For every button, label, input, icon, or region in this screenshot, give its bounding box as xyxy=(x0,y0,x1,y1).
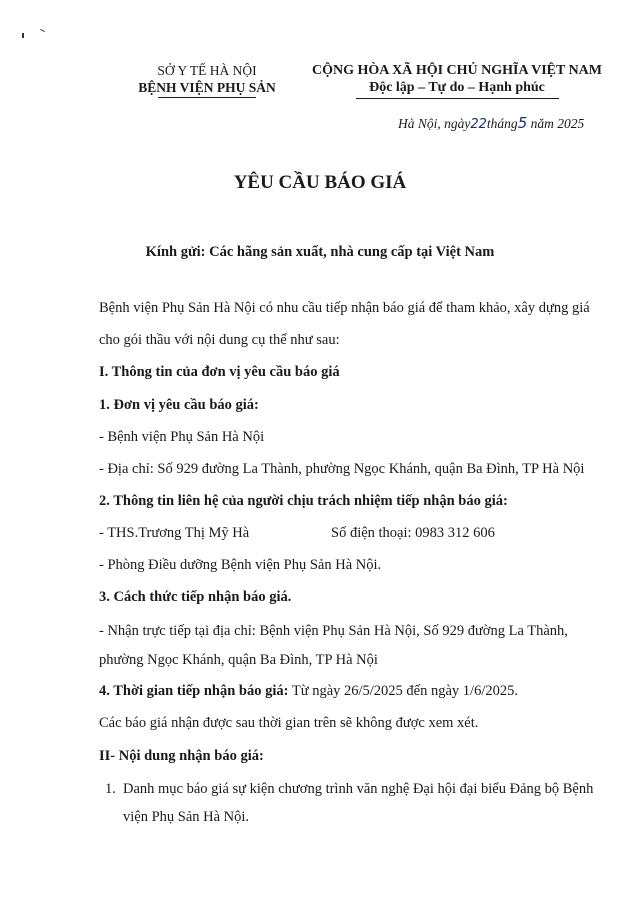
national-motto-block xyxy=(296,62,618,96)
section-1-heading: I. Thông tin của đơn vị yêu cầu báo giá xyxy=(99,364,340,380)
method-line-2: phường Ngọc Khánh, quận Ba Đình, TP Hà Nội xyxy=(99,652,378,668)
date-day-handwritten: 22 xyxy=(470,117,487,132)
date-prefix: Hà Nội, ngày xyxy=(398,116,471,131)
scan-speck xyxy=(40,29,45,32)
national-motto: Độc lập – Tự do – Hạnh phúc xyxy=(369,80,545,95)
agency-block xyxy=(112,62,302,96)
intro-line-2: cho gói thầu với nội dung cụ thể như sau: xyxy=(99,332,340,348)
agency-name: SỞ Y TẾ HÀ NỘI xyxy=(157,63,257,78)
recipient-line: Kính gửi: Các hãng sản xuất, nhà cung cấp tại Việt Nam xyxy=(145,244,495,260)
unit-name: - Bệnh viện Phụ Sản Hà Nội xyxy=(99,429,265,445)
item-1-line-2: viện Phụ Sản Hà Nội. xyxy=(123,809,250,825)
receive-time-value: Từ ngày 26/5/2025 đến ngày 1/6/2025. xyxy=(288,683,518,699)
date-month-handwritten: 5 xyxy=(517,114,528,132)
late-note: Các báo giá nhận được sau thời gian trên sẽ không được xem xét. xyxy=(99,715,479,731)
contact-phone: Số điện thoại: 0983 312 606 xyxy=(331,525,495,541)
scan-speck xyxy=(22,33,24,38)
hospital-name: BỆNH VIỆN PHỤ SẢN xyxy=(138,80,276,95)
contact-person: - THS.Trương Thị Mỹ Hà xyxy=(99,525,250,541)
document-date xyxy=(398,114,584,132)
page-title: YÊU CẦU BÁO GIÁ xyxy=(233,172,407,193)
agency-underline xyxy=(158,97,256,98)
unit-heading: 1. Đơn vị yêu cầu báo giá: xyxy=(99,397,259,413)
date-year: năm 2025 xyxy=(530,116,585,131)
item-1-line-1: Danh mục báo giá sự kiện chương trình văn nghệ Đại hội đại biểu Đảng bộ Bệnh xyxy=(123,781,594,797)
national-title: CỘNG HÒA XÃ HỘI CHỦ NGHĨA VIỆT NAM xyxy=(311,63,602,78)
receive-time-label: 4. Thời gian tiếp nhận báo giá: xyxy=(99,683,289,699)
method-heading: 3. Cách thức tiếp nhận báo giá. xyxy=(99,589,292,605)
intro-line-1: Bệnh viện Phụ Sản Hà Nội có nhu cầu tiếp nhận báo giá để tham khảo, xây dựng giá xyxy=(99,300,590,316)
receive-time xyxy=(99,683,518,700)
method-line-1: - Nhận trực tiếp tại địa chỉ: Bệnh viện Phụ Sản Hà Nội, Số 929 đường La Thành, xyxy=(99,623,568,639)
contact-department: - Phòng Điều dưỡng Bệnh viện Phụ Sản Hà Nội. xyxy=(99,557,382,573)
contact-heading: 2. Thông tin liên hệ của người chịu trách nhiệm tiếp nhận báo giá: xyxy=(99,493,508,509)
item-1-number: 1. xyxy=(105,781,116,797)
date-month-label: tháng xyxy=(486,116,518,131)
motto-underline xyxy=(356,98,559,99)
unit-address: - Địa chỉ: Số 929 đường La Thành, phường Ngọc Khánh, quận Ba Đình, TP Hà Nội xyxy=(99,461,585,477)
section-2-heading: II- Nội dung nhận báo giá: xyxy=(99,748,264,764)
